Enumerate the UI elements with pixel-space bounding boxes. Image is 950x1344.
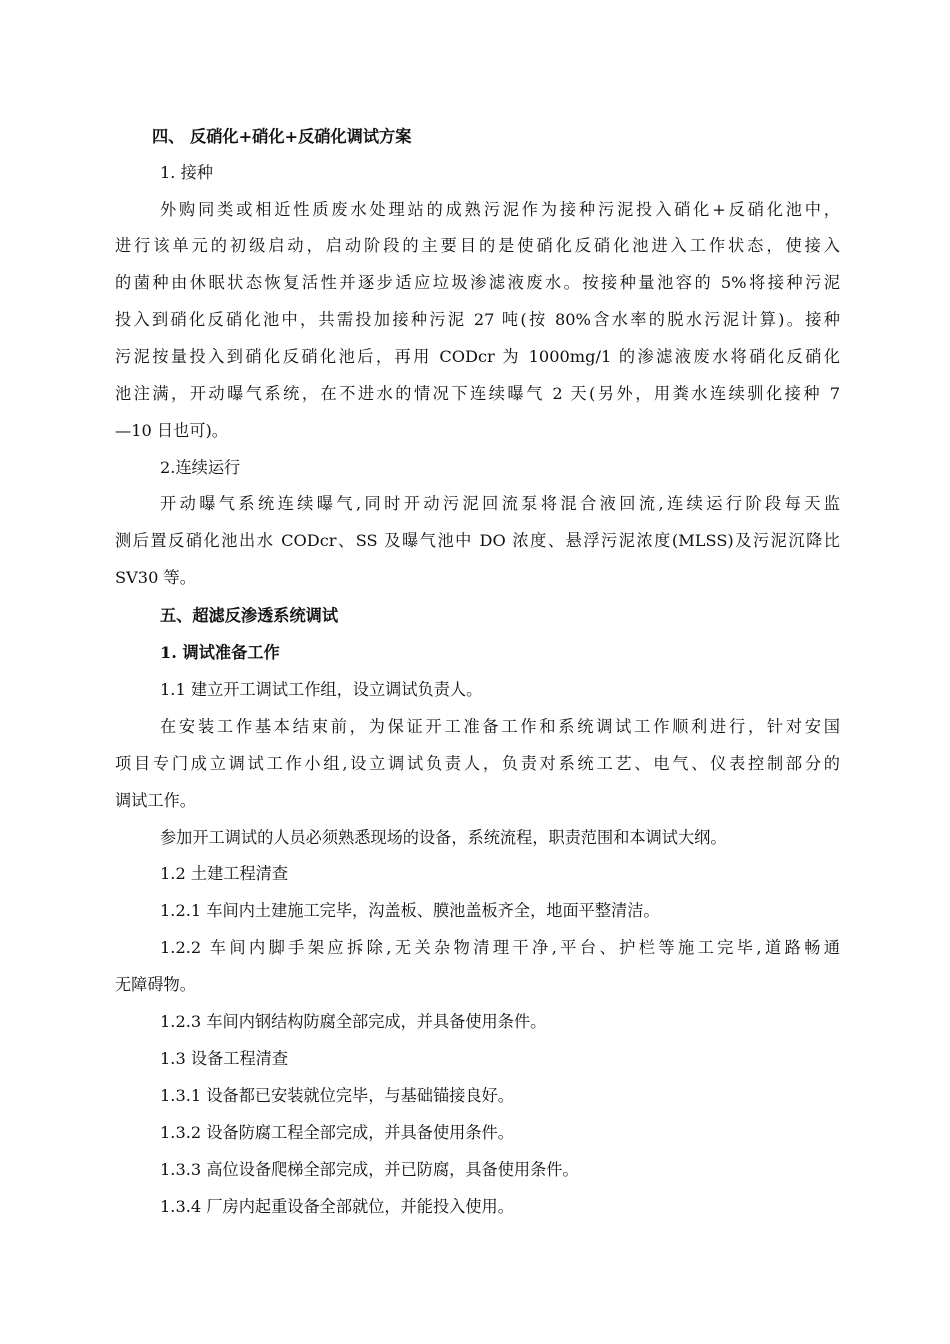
paragraph-line: 池注满，开动曝气系统，在不进水的情况下连续曝气 2 天(另外，用粪水连续驯化接种 7: [115, 384, 840, 403]
subsection-inoculation-title: 1. 接种: [160, 163, 213, 182]
item-1-2: 1.2 土建工程清查: [160, 864, 289, 883]
item-1-2-1: 1.2.1 车间内土建施工完毕，沟盖板、膜池盖板齐全，地面平整清洁。: [160, 901, 660, 920]
paragraph-line: 的菌种由休眠状态恢复活性并逐步适应垃圾渗滤液废水。按接种量池容的 5%将接种污泥: [115, 273, 840, 292]
section-5-heading: 五、超滤反渗透系统调试: [160, 606, 339, 625]
paragraph-line: 外购同类或相近性质废水处理站的成熟污泥作为接种污泥投入硝化+反硝化池中，: [160, 200, 840, 219]
paragraph-line: 开动曝气系统连续曝气,同时开动污泥回流泵将混合液回流,连续运行阶段每天监: [160, 494, 840, 513]
item-1-3: 1.3 设备工程清查: [160, 1049, 289, 1068]
paragraph-line: 测后置反硝化池出水 CODcr、SS 及曝气池中 DO 浓度、悬浮污泥浓度(MLSS)及污泥沉降比: [115, 531, 840, 550]
paragraph-line: 参加开工调试的人员必须熟悉现场的设备，系统流程，职责范围和本调试大纲。: [160, 828, 727, 847]
item-1-2-3: 1.2.3 车间内钢结构防腐全部完成，并具备使用条件。: [160, 1012, 547, 1031]
item-1-3-1: 1.3.1 设备都已安装就位完毕，与基础锚接良好。: [160, 1086, 514, 1105]
paragraph-line: 调试工作。: [115, 791, 196, 810]
paragraph-line: 在安装工作基本结束前，为保证开工准备工作和系统调试工作顺利进行，针对安国: [160, 717, 840, 736]
item-1-2-2-continued: 无障碍物。: [115, 975, 196, 994]
section-4-heading: 四、 反硝化+硝化+反硝化调试方案: [152, 127, 412, 146]
item-1-1: 1.1 建立开工调试工作组，设立调试负责人。: [160, 680, 483, 699]
paragraph-line: 投入到硝化反硝化池中，共需投加接种污泥 27 吨(按 80%含水率的脱水污泥计算)。接种: [115, 310, 840, 329]
subsection-continuous-run-title: 2.连续运行: [160, 458, 241, 477]
item-1-2-2: 1.2.2 车间内脚手架应拆除,无关杂物清理干净,平台、护栏等施工完毕,道路畅通: [160, 938, 840, 957]
paragraph-line: 进行该单元的初级启动，启动阶段的主要目的是使硝化反硝化池进入工作状态，使接入: [115, 236, 840, 255]
item-1-3-2: 1.3.2 设备防腐工程全部完成，并具备使用条件。: [160, 1123, 514, 1142]
item-1-3-4: 1.3.4 厂房内起重设备全部就位，并能投入使用。: [160, 1197, 514, 1216]
paragraph-line: 污泥按量投入到硝化反硝化池后，再用 CODcr 为 1000mg/1 的渗滤液废水将硝化反硝化: [115, 347, 840, 366]
paragraph-line: —10 日也可)。: [115, 421, 228, 440]
paragraph-line: 项目专门成立调试工作小组,设立调试负责人，负责对系统工艺、电气、仪表控制部分的: [115, 754, 840, 773]
item-1-3-3: 1.3.3 高位设备爬梯全部完成，并已防腐，具备使用条件。: [160, 1160, 579, 1179]
paragraph-line: SV30 等。: [115, 568, 196, 587]
subsection-preparation-title: 1. 调试准备工作: [160, 643, 280, 662]
